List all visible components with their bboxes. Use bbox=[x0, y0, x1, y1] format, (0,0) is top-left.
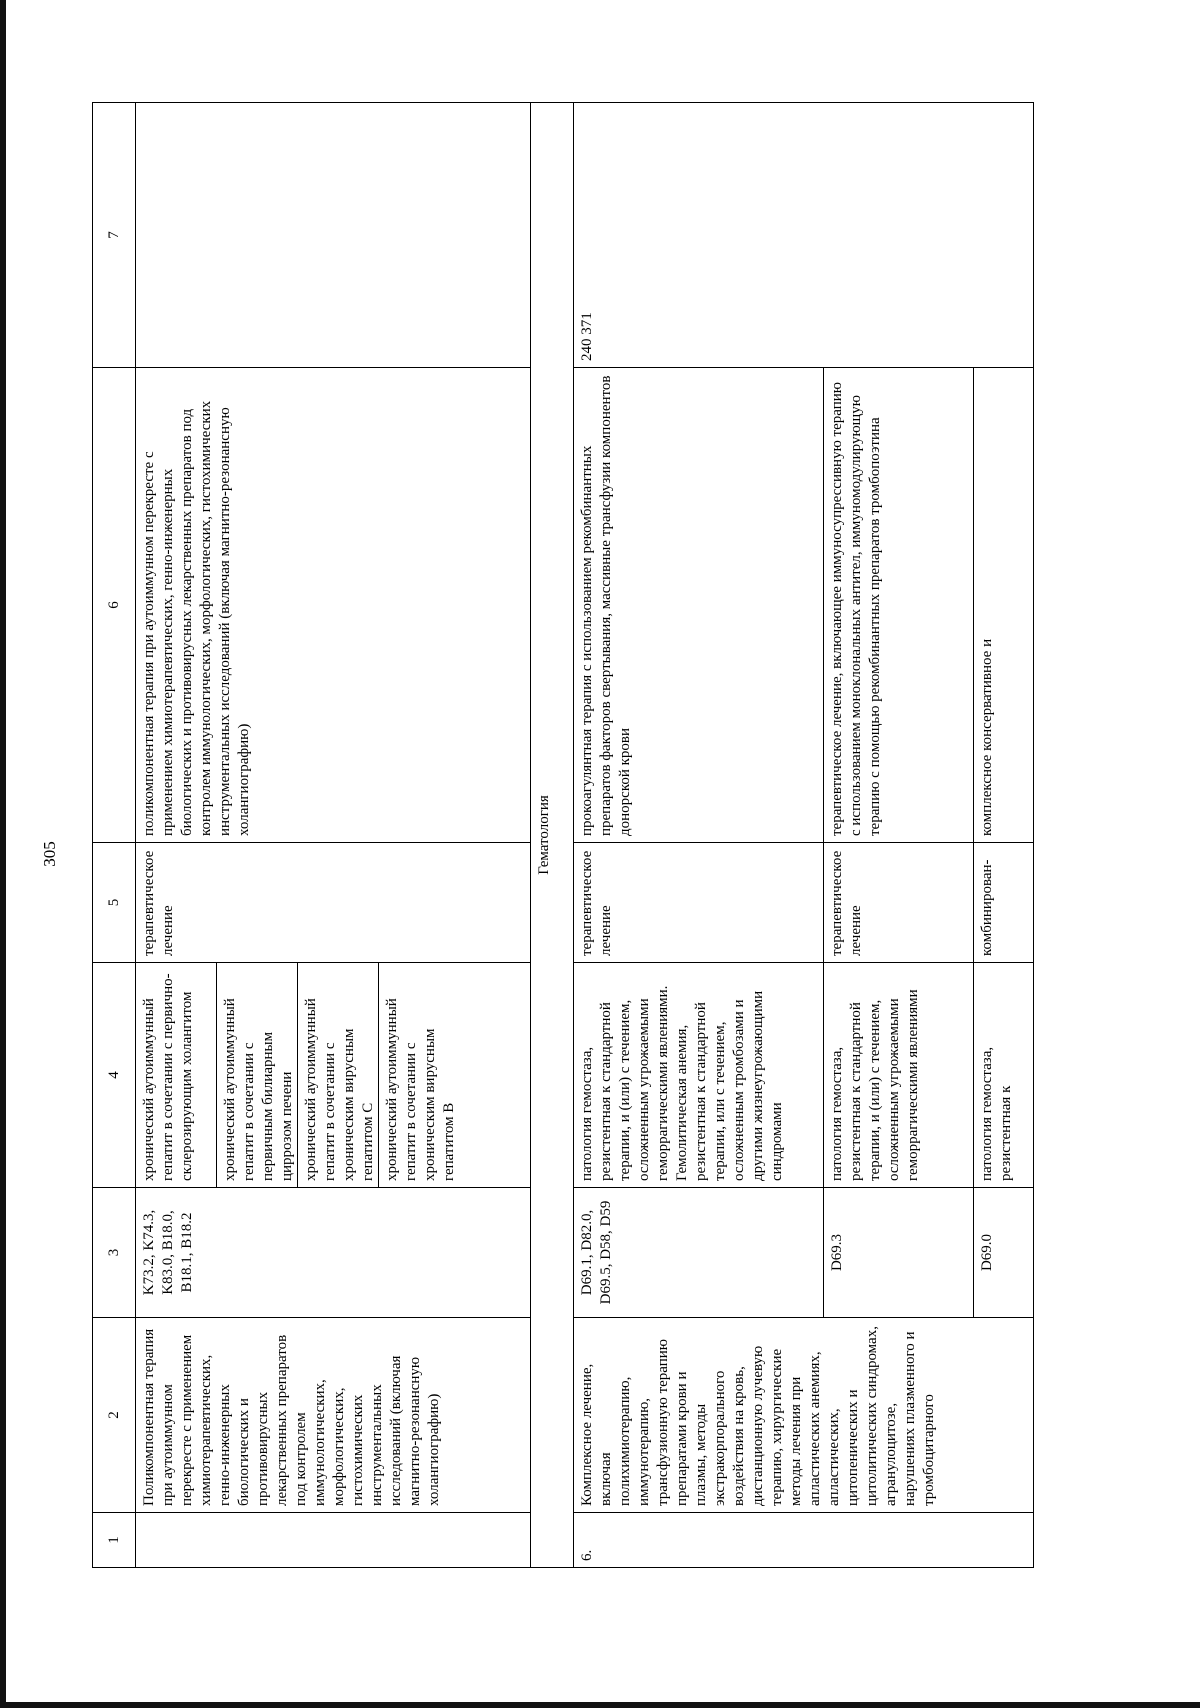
table-row-hematology-1 bbox=[574, 103, 824, 1568]
page-number: 305 bbox=[40, 841, 59, 867]
diagnosis-item: хронический аутоиммунный гепатит в сочетании с первично-склерозирующим холангитом bbox=[136, 963, 217, 1187]
cell-care-type: Комплексное лечение, включая полихимиотерапию, иммунотерапию, трансфузионную терапию препаратами крови и плазмы, методы экстракорпорального воздействия на кровь, дистанционную лучевую терапию, хирургические методы лечения при апластических анемиях, апластических, цитопенических и цитолитических синдромах, агранулоцитозе, нарушениях плазменного и тромбоцитарного bbox=[574, 1318, 1034, 1513]
col-header-4: 4 bbox=[93, 963, 136, 1188]
diagnosis-item: хронический аутоиммунный гепатит в сочетании с хроническим вирусным гепатитом B bbox=[384, 998, 457, 1181]
cell-diagnoses bbox=[136, 963, 531, 1188]
cell-treatment-method: терапевтическое лечение, включающее иммуносупрессивную терапию с использованием моноклональных антител, иммуномодулирующую терапию с помощью рекомбинантных препаратов тромбопоэтина bbox=[824, 368, 974, 843]
cell-icd-codes: D69.0 bbox=[974, 1188, 1034, 1318]
cell-number bbox=[136, 1513, 531, 1568]
cell-diagnosis: патология гемостаза, резистентная к стандартной терапии, и (или) с течением, осложненным угрожаемыми геморрагическими явлениями bbox=[824, 963, 974, 1188]
cell-treatment-kind: терапевтическое лечение bbox=[136, 843, 531, 963]
cell-icd-codes: D69.1, D82.0, D69.5, D58, D59 bbox=[574, 1188, 824, 1318]
cell-number: 6. bbox=[574, 1513, 1034, 1568]
medical-care-table bbox=[92, 102, 1034, 1568]
section-row bbox=[531, 103, 574, 1568]
cell-treatment-kind: терапевтическое лечение bbox=[574, 843, 824, 963]
cell-treatment-method: комплексное консервативное и bbox=[974, 368, 1034, 843]
cell-treatment-method: поликомпонентная терапия при аутоиммунном перекресте с применением химиотерапевтических, генно-инженерных биологических и противовирусных лекарственных препаратов под контролем иммунологических, морфологических, гистохимических инструментальных исследований (включая магнитно-резонансную холангиографию) bbox=[136, 368, 531, 843]
cell-treatment-kind: терапевтическое лечение bbox=[824, 843, 974, 963]
cell-diagnosis: патология гемостаза, резистентная к bbox=[974, 963, 1034, 1188]
cell-treatment-kind: комбинирован- bbox=[974, 843, 1034, 963]
col-header-7: 7 bbox=[93, 103, 136, 368]
cell-cost: 240 371 bbox=[574, 103, 1034, 368]
section-title: Гематология bbox=[531, 103, 574, 1568]
cell-cost bbox=[136, 103, 531, 368]
cell-care-type: Поликомпонентная терапия при аутоиммунном перекресте с применением химиотерапевтических, генно-инженерных биологических и противовирусных лекарственных препаратов под контролем иммунологических, морфологических, гистохимических инструментальных исследований (включая магнитно-резонансную холангиографию) bbox=[136, 1318, 531, 1513]
cell-icd-codes: K73.2, K74.3, K83.0, B18.0, B18.1, B18.2 bbox=[136, 1188, 531, 1318]
col-header-1: 1 bbox=[93, 1513, 136, 1568]
diagnosis-item: хронический аутоиммунный гепатит в сочетании с первичным билиарным циррозом печени bbox=[217, 963, 298, 1187]
cell-icd-codes: D69.3 bbox=[824, 1188, 974, 1318]
cell-treatment-method: прокоагулянтная терапия с использованием рекомбинантных препаратов факторов свертывания, массивные трансфузии компонентов донорской крови bbox=[574, 368, 824, 843]
table-row-autoimmune bbox=[136, 103, 531, 1568]
column-number-row bbox=[93, 103, 136, 1568]
diagnosis-item: хронический аутоиммунный гепатит в сочетании с хроническим вирусным гепатитом C bbox=[298, 963, 379, 1187]
col-header-2: 2 bbox=[93, 1318, 136, 1513]
col-header-5: 5 bbox=[93, 843, 136, 963]
col-header-6: 6 bbox=[93, 368, 136, 843]
col-header-3: 3 bbox=[93, 1188, 136, 1318]
cell-diagnosis: патология гемостаза, резистентная к стандартной терапии, и (или) с течением, осложненным угрожаемыми геморрагическими явлениями. Гемолитическая анемия, резистентная к стандартной терапии, или с течением, осложненным тромбозами и другими жизнеугрожающими синдромами bbox=[574, 963, 824, 1188]
